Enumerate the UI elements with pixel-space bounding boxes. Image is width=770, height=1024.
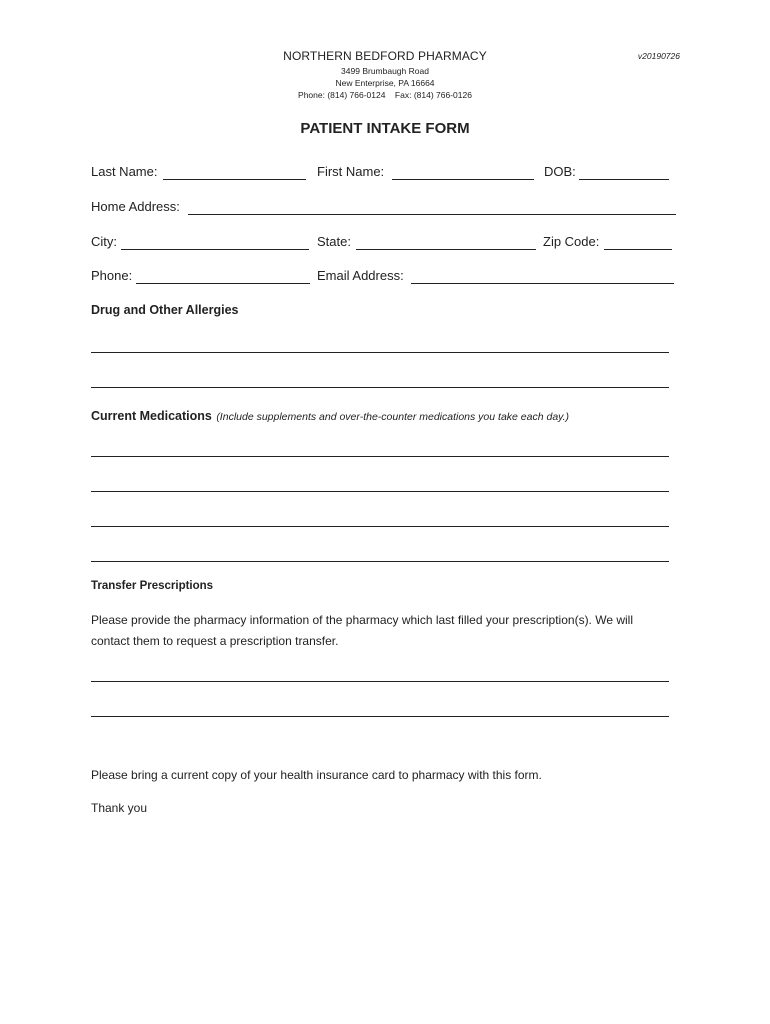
address-line-1: 3499 Brumbaugh Road [341, 66, 429, 76]
zip-code-label: Zip Code: [543, 234, 600, 249]
state-label: State: [317, 234, 351, 249]
address-line-2: New Enterprise, PA 16664 [335, 78, 435, 88]
email-label: Email Address: [317, 268, 404, 283]
medications-line-3[interactable] [91, 526, 669, 527]
phone-field[interactable] [136, 283, 310, 284]
allergies-heading: Drug and Other Allergies [91, 303, 239, 317]
last-name-field[interactable] [163, 179, 306, 180]
transfer-line-field-2[interactable] [91, 716, 669, 717]
medications-line-2[interactable] [91, 491, 669, 492]
city-label: City: [91, 234, 117, 249]
medications-line-4[interactable] [91, 561, 669, 562]
medications-note: (Include supplements and over-the-counter medications you take each day.) [216, 411, 570, 423]
email-field[interactable] [411, 283, 674, 284]
zip-code-field[interactable] [604, 249, 672, 250]
allergies-line-2[interactable] [91, 387, 669, 388]
transfer-heading: Transfer Prescriptions [91, 580, 214, 592]
transfer-line-1: Please provide the pharmacy information of the pharmacy which last filled your prescription(s). We will [91, 613, 634, 627]
home-address-label: Home Address: [91, 199, 180, 214]
transfer-line-2: contact them to request a prescription transfer. [91, 634, 339, 648]
form-title: PATIENT INTAKE FORM [300, 120, 470, 137]
home-address-field[interactable] [188, 214, 676, 215]
pharmacy-name: NORTHERN BEDFORD PHARMACY [283, 49, 487, 63]
medications-heading: Current Medications [91, 409, 212, 423]
transfer-instructions [91, 610, 633, 652]
state-field[interactable] [356, 249, 536, 250]
first-name-label: First Name: [317, 164, 385, 179]
allergies-line-1[interactable] [91, 352, 669, 353]
transfer-line-field-1[interactable] [91, 681, 669, 682]
form-version: v20190726 [637, 51, 680, 61]
phone-label: Phone: [91, 268, 133, 283]
medications-heading-row [91, 407, 569, 425]
contact-line [0, 90, 770, 100]
dob-label: DOB: [544, 164, 576, 179]
first-name-field[interactable] [392, 179, 534, 180]
dob-field[interactable] [579, 179, 669, 180]
medications-line-1[interactable] [91, 456, 669, 457]
fax-number: Fax: (814) 766-0126 [394, 90, 472, 100]
last-name-label: Last Name: [91, 164, 158, 179]
phone-number: Phone: (814) 766-0124 [298, 90, 386, 100]
city-field[interactable] [121, 249, 309, 250]
thank-you: Thank you [91, 801, 148, 815]
insurance-note: Please bring a current copy of your health insurance card to pharmacy with this form. [91, 768, 542, 782]
